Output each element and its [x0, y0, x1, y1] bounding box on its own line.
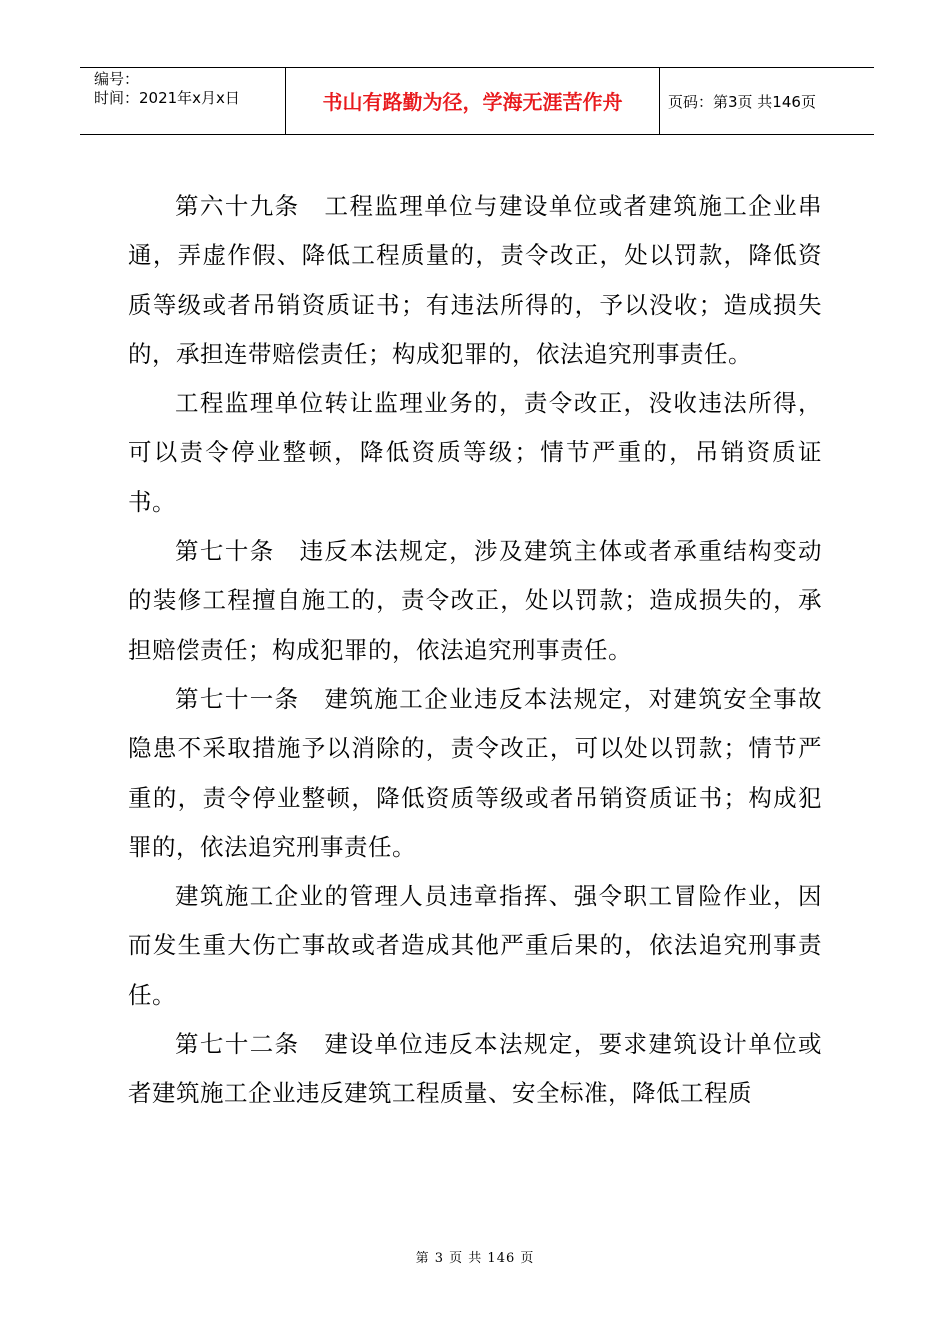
document-body [128, 182, 822, 1119]
paragraph-article-70: 第七十条 违反本法规定，涉及建筑主体或者承重结构变动的装修工程擅自施工的，责令改正，处以罚款；造成损失的，承担赔偿责任；构成犯罪的，依法追究刑事责任。 [128, 537, 822, 664]
header-motto: 书山有路勤为径，学海无涯苦作舟 [286, 68, 660, 134]
paragraph-article-72: 第七十二条 建设单位违反本法规定，要求建筑设计单位或者建筑施工企业违反建筑工程质量、安全标准，降低工程质 [128, 1030, 822, 1108]
header-page-number: 页码：第3页 共146页 [668, 93, 816, 111]
document-number-label: 编号： [94, 70, 140, 88]
paragraph-supervision-transfer: 工程监理单位转让监理业务的，责令改正，没收违法所得，可以责令停业整顿，降低资质等级；情节严重的，吊销资质证书。 [128, 389, 822, 516]
paragraph-management-liability: 建筑施工企业的管理人员违章指挥、强令职工冒险作业，因而发生重大伤亡事故或者造成其他严重后果的，依法追究刑事责任。 [128, 882, 822, 1009]
header-meta-cell [80, 68, 286, 134]
paragraph-article-71: 第七十一条 建筑施工企业违反本法规定，对建筑安全事故隐患不采取措施予以消除的，责令改正，可以处以罚款；情节严重的，责令停业整顿，降低资质等级或者吊销资质证书；构成犯罪的，依法追究刑事责任。 [128, 684, 822, 861]
document-date-label: 时间：2021年x月x日 [94, 89, 240, 107]
paragraph-article-69: 第六十九条 工程监理单位与建设单位或者建筑施工企业串通，弄虚作假、降低工程质量的，责令改正，处以罚款，降低资质等级或者吊销资质证书；有违法所得的，予以没收；造成损失的，承担连带赔偿责任；构成犯罪的，依法追究刑事责任。 [128, 192, 822, 368]
page-header [80, 67, 874, 135]
page-footer: 第 3 页 共 146 页 [415, 1251, 535, 1266]
